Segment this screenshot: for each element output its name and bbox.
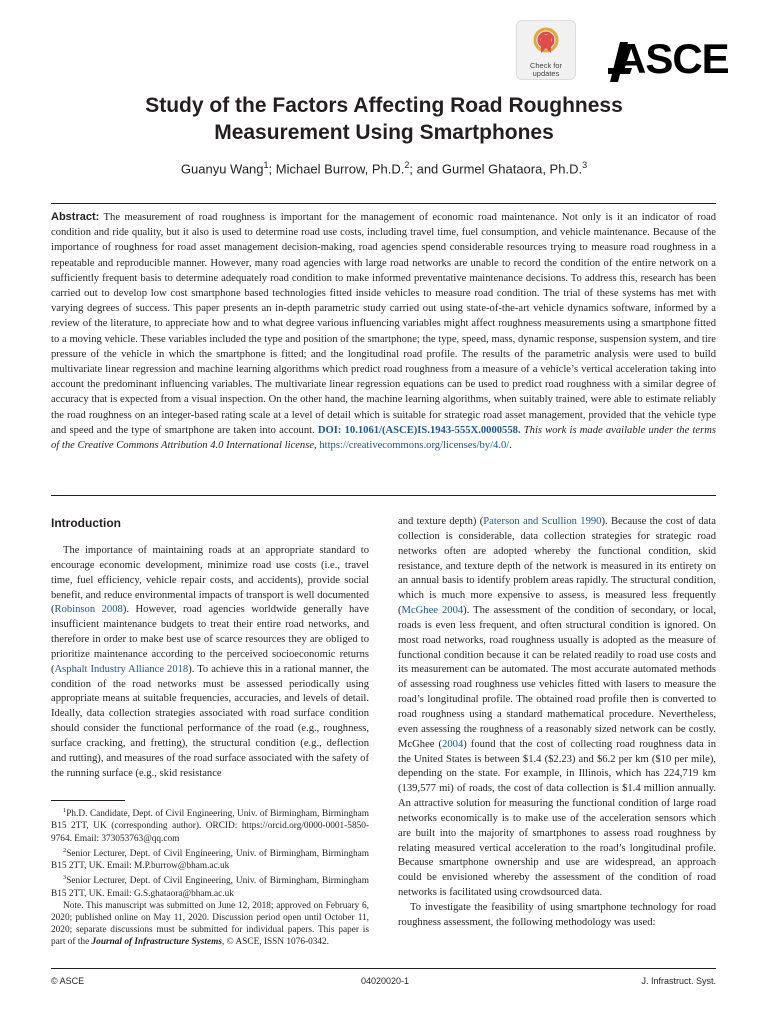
author-3-affil: 3 bbox=[582, 160, 588, 170]
author-1-affil: 1 bbox=[263, 160, 269, 170]
footnote-2-mark: 2 bbox=[63, 846, 67, 854]
title-line1: Study of the Factors Affecting Road Roughness bbox=[145, 94, 623, 117]
note-journal: Journal of Infrastructure Systems bbox=[91, 937, 222, 948]
cite-robinson-2008[interactable]: Robinson 2008 bbox=[54, 604, 123, 616]
cite-asphalt-industry-alliance[interactable]: Asphalt Industry Alliance 2018 bbox=[54, 663, 189, 675]
abstract-text: The measurement of road roughness is important for the management of economic road maintenance. Not only is it an indicator of road condition and ride quality, but it also is used to determine road use costs, including travel time, fuel consumption, and vehicle maintenance. Because of the importance of roughness for road asset management decision-making, road agencies spend considerable resources trying to measure road roughness in a repeatable and reproducible manner. However, many road agencies with large road networks are unable to record the condition of the entire network on a sufficiently frequent basis to determine adequately road condition to make informed preventative maintenance decisions. To address this, research has been carried out to develop low cost smartphone based technologies fitted inside vehicles to measure road condition. The trial of these systems has met with varying degrees of success. This paper presents an in-depth parametric study carried out using state-of-the-art vehicle dynamics software, informed by a review of the literature, to appreciate how and to what degree various influencing variables might affect roughness measurements using a smartphone fitted to a moving vehicle. These variables included the type and position of the smartphone; the type, speed, mass, dynamic response, suspension system, and tire pressure of the vehicle in which the smartphone is fitted; and the longitudinal road profile. The results of the parametric analysis were used to build multivariate linear regression and machine learning algorithms which predict road roughness from a measure of a vehicle’s vertical acceleration taking into account the predominant influencing variables. The multivariate linear regression equations can be used to predict road roughness with a similar degree of accuracy that is expected from a visual inspection. On the other hand, the machine learning algorithms, when suitably trained, were able to estimate reliably the road roughness on an integer-based rating scale at a level of detail which is suitable for strategic road asset management, provided that the vehicle type and speed and the type of smartphone are taken into account. bbox=[51, 212, 716, 436]
intro-p1-c: ). To achieve this in a rational manner, the condition of the road networks must be assessed periodically using appropriate means at suitable frequencies, accuracies, and levels of detail. Ideally, data collection strategies associated with road surface condition should consider the functional performance of the road (e.g., roughness, surface cracking, and fretting), the structural condition (e.g., deflection and rutting), and measures of the road surface associated with the safety of the running surface (e.g., skid resistance bbox=[51, 663, 369, 779]
footnote-3 bbox=[51, 872, 369, 900]
left-column bbox=[51, 544, 369, 782]
footnote-2-text: Senior Lecturer, Dept. of Civil Engineering, Univ. of Birmingham, Birmingham B15 2TT, UK. Email: M.P.burrow@bham.ac.uk bbox=[51, 848, 369, 871]
asce-logo bbox=[608, 35, 729, 86]
footer-journal: J. Infrastruct. Syst. bbox=[641, 976, 716, 986]
abstract-bottom-rule bbox=[51, 495, 716, 496]
doi-label: DOI: bbox=[317, 424, 342, 436]
bookmark-icon bbox=[533, 27, 559, 57]
title-line2: Measurement Using Smartphones bbox=[214, 121, 554, 144]
footnote-2 bbox=[51, 845, 369, 873]
license-text: This work is made available under the terms of the Creative Commons Attribution 4.0 International license, bbox=[51, 424, 716, 452]
footnote-3-text: Senior Lecturer, Dept. of Civil Engineering, Univ. of Birmingham, Birmingham B15 2TT, UK. Email: G.S.ghataora@bham.ac.uk bbox=[51, 876, 369, 899]
badge-line2: updates bbox=[532, 69, 560, 78]
intro-p1-a: The importance of maintaining roads at an appropriate standard to encourage economic development, minimize road use costs (i.e., travel time, fuel efficiency, vehicle repair costs, and accidents), provide social benefit, and reduce environmental impacts of transport is well documented ( bbox=[51, 545, 369, 616]
cite-mcghee-2004-year[interactable]: 2004 bbox=[442, 738, 464, 750]
footer-article-number: 04020020-1 bbox=[361, 976, 410, 986]
footnotes bbox=[51, 805, 369, 949]
cite-paterson-scullion-1990[interactable]: Paterson and Scullion 1990 bbox=[483, 516, 602, 527]
footnote-1-mark: 1 bbox=[63, 807, 67, 814]
author-2-affil: 2 bbox=[404, 160, 410, 170]
note-text: Note. This manuscript was submitted on June 12, 2018; approved on February 6, 2020; published online on May 11, 2020. Discussion period open until October 11, 2020; separate discussions must be submitted for individual papers. This paper is part of the bbox=[51, 900, 369, 948]
footnote-1-text: Ph.D. Candidate, Dept. of Civil Engineering, Univ. of Birmingham, Birmingham B15 2TT, UK (corresponding author). ORCID: https://orcid.org/0000-0001-5850-9764. Email: 373053763@qq.com bbox=[51, 809, 369, 844]
footer-copyright: © ASCE bbox=[51, 976, 85, 986]
introduction-heading: Introduction bbox=[51, 516, 121, 530]
author-2: ; Michael Burrow, Ph.D. bbox=[268, 161, 405, 177]
intro-paragraph-1-cont bbox=[398, 515, 716, 901]
intro-p1-b: ). However, road agencies worldwide generally have insufficient maintenance budgets to treat their entire road networks, and therefore in order to make best use of scarce resources they are obliged to prioritize maintenance according to the perceived socioeconomic returns ( bbox=[51, 604, 369, 675]
paper-title bbox=[60, 92, 708, 146]
footnote-rule bbox=[51, 800, 125, 801]
license-end: . bbox=[509, 440, 512, 452]
manuscript-note bbox=[51, 900, 369, 949]
footnote-1 bbox=[51, 805, 369, 845]
abstract-label: Abstract: bbox=[51, 211, 100, 223]
badge-line1: Check for bbox=[529, 61, 563, 70]
intro-r1-b: ). Because the cost of data collection is considerable, data collection strategies for strategic road networks often are adopted whereby the functional condition, skid resistance, and texture depth of the network is measured in its entirety on an annual basis to identify problem areas rapidly. The structural condition, which is much more expensive to assess, is measured less frequently ( bbox=[398, 516, 716, 617]
abstract bbox=[51, 210, 716, 453]
doi-link[interactable]: 10.1061/(ASCE)IS.1943-555X.0000558. bbox=[344, 424, 521, 436]
author-3: ; and Gurmel Ghataora, Ph.D. bbox=[409, 161, 583, 177]
footer-rule bbox=[51, 968, 716, 969]
intro-paragraph-2: To investigate the feasibility of using smartphone technology for road roughness assessment, the following methodology was used: bbox=[398, 901, 716, 928]
check-for-updates-badge[interactable] bbox=[516, 20, 576, 80]
intro-paragraph-1 bbox=[51, 544, 369, 782]
intro-r1-c: ). The assessment of the condition of secondary, or local, roads is even less frequent, and often structural condition is ignored. On most road networks, road roughness usually is adopted as the measure of functional condition because it can be related readily to road use costs and its measurement can be automated. The most accurate automated methods of assessing road roughness use vehicles fitted with lasers to measure the road’s longitudinal profile. The obtained road profile then is converted to road roughness using a standard mathematical procedure. Nevertheless, even assessing the roughness of a reasonably sized network can be costly. McGhee ( bbox=[398, 605, 716, 750]
footnote-3-mark: 3 bbox=[63, 874, 67, 882]
license-link[interactable]: https://creativecommons.org/licenses/by/4.0/ bbox=[319, 440, 510, 452]
abstract-top-rule bbox=[51, 203, 716, 204]
author-list bbox=[60, 160, 708, 176]
asce-logo-text: ASCE bbox=[616, 35, 729, 82]
intro-r1-d: ) found that the cost of collecting road roughness data in the United States is between $1.4 ($2.23) and $6.2 per km ($10 per mile), depending on the state. For example, in Illinois, which has 224,719 km (139,577 mi) of roads, the cost of data collection is $1.4 million annually. An attractive solution for measuring the functional condition of large road networks economically is to make use of the acceleration sensors which are built into the majority of smartphones to assess road roughness by relating measured vertical acceleration to the road’s longitudinal profile. Because smartphone ownership and use are widespread, an approach could be envisioned whereby the assessment of the condition of road networks is facilitated using crowdsourced data. bbox=[398, 738, 716, 899]
author-1: Guanyu Wang bbox=[180, 161, 264, 177]
intro-r1-a: and texture depth) ( bbox=[398, 516, 484, 527]
cite-mcghee-2004[interactable]: McGhee 2004 bbox=[401, 605, 464, 617]
note-issn: , © ASCE, ISSN 1076-0342. bbox=[221, 937, 330, 948]
right-column bbox=[398, 515, 716, 931]
